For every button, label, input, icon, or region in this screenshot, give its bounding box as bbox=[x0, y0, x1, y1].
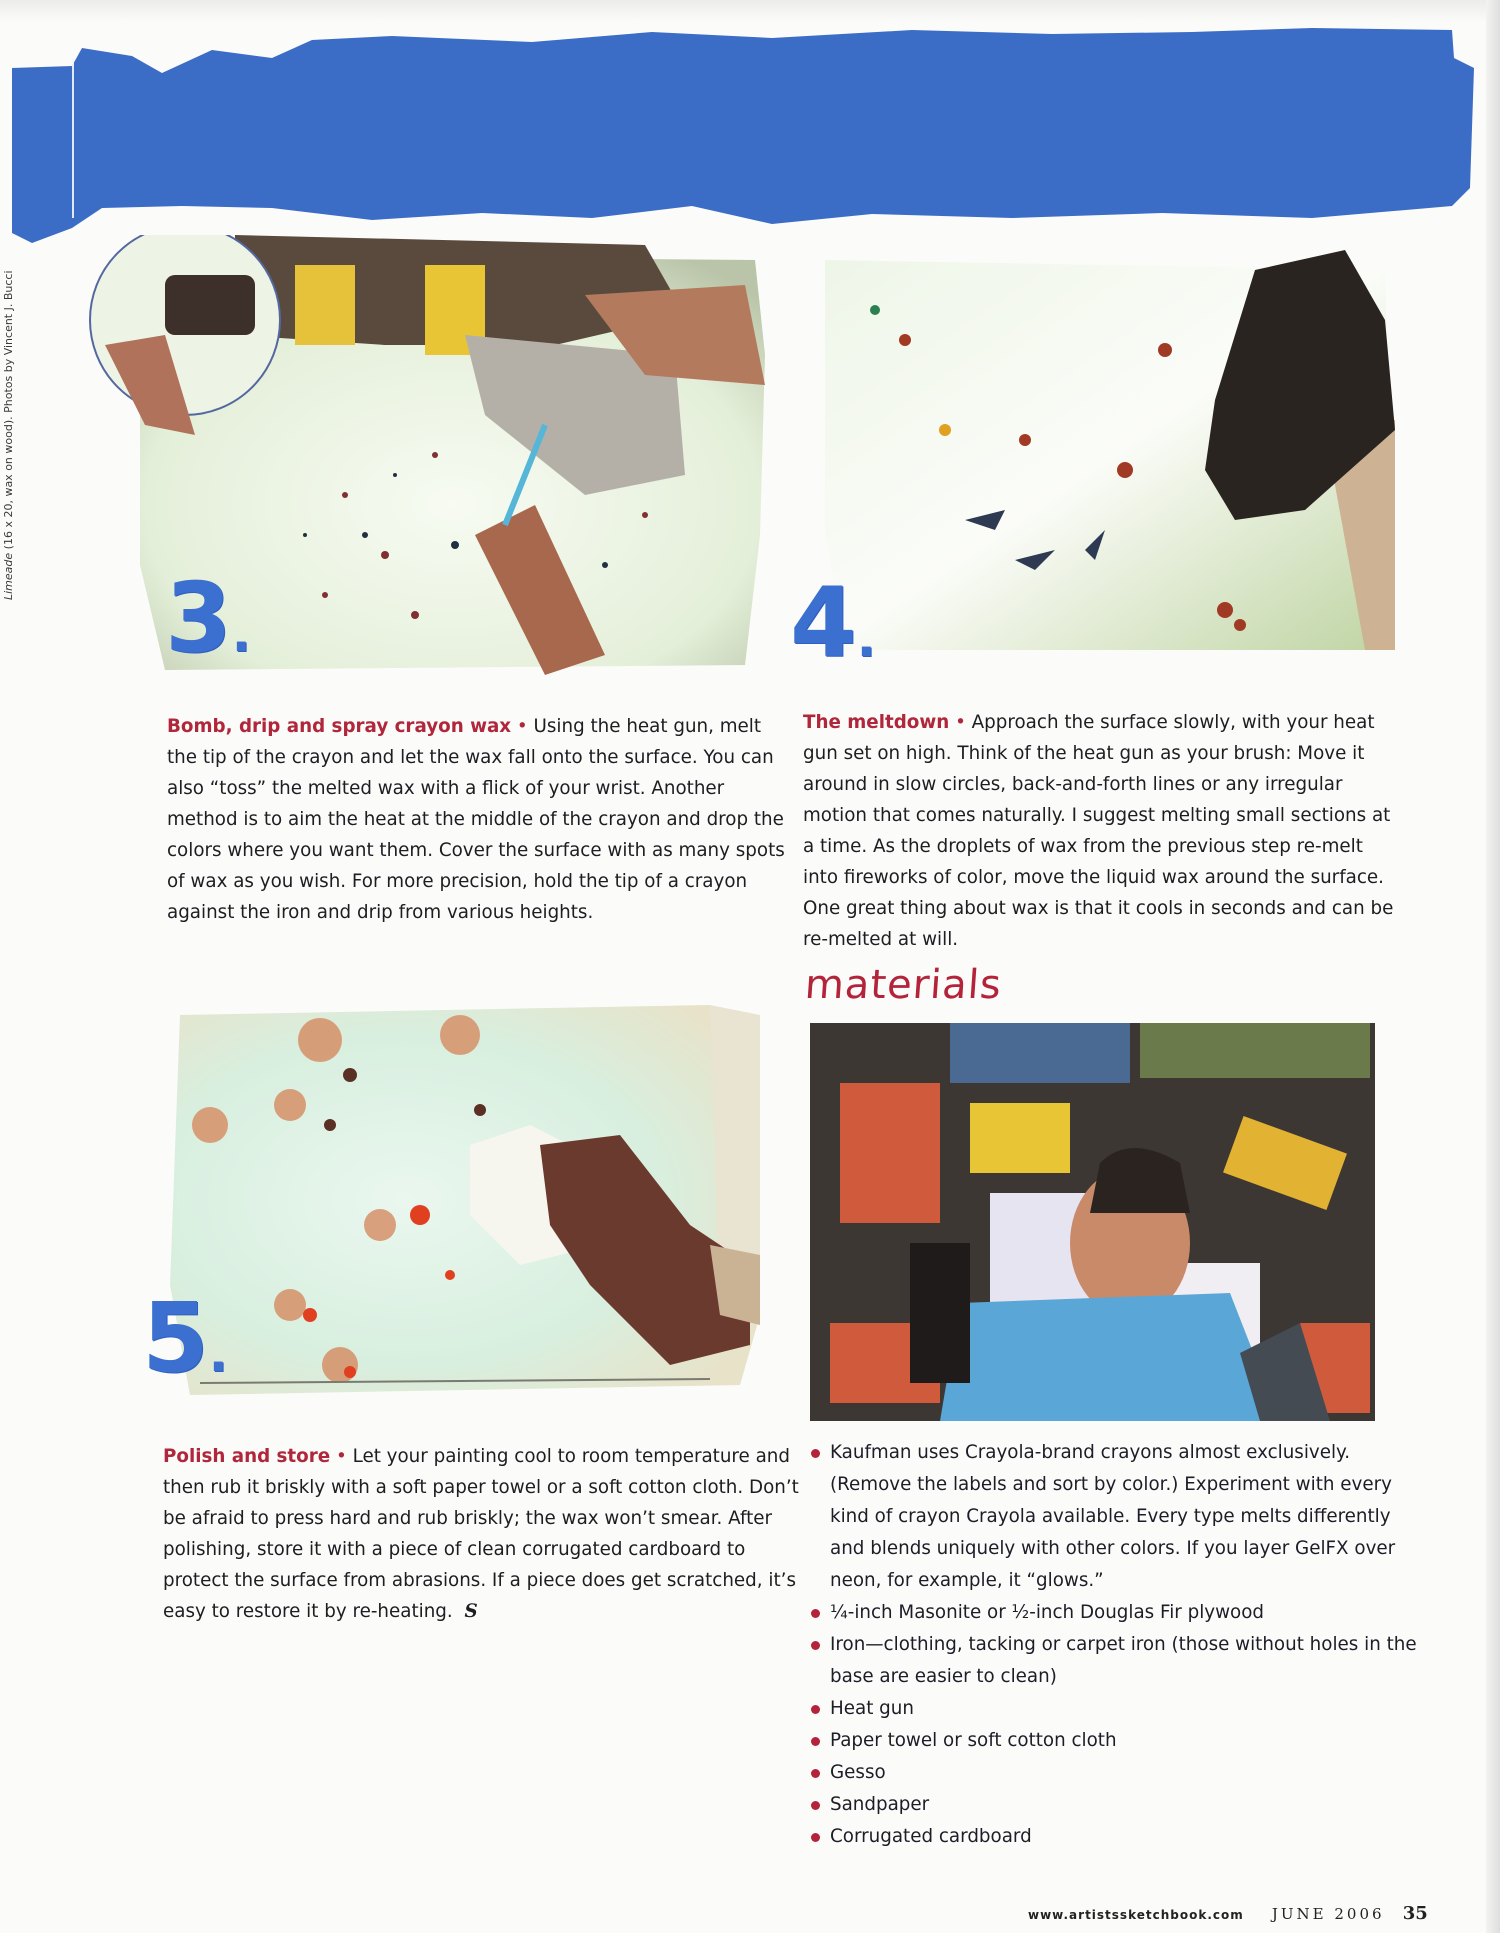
materials-item: Iron—clothing, tacking or carpet iron (those without holes in the base are easier to clean) bbox=[808, 1629, 1428, 1693]
materials-item: Sandpaper bbox=[808, 1789, 1428, 1821]
step-5-text bbox=[163, 1441, 803, 1627]
materials-heading: materials bbox=[803, 962, 1004, 1008]
footer-url[interactable]: www.artistssketchbook.com bbox=[1028, 1908, 1244, 1922]
separator-dot: • bbox=[335, 1446, 347, 1467]
step-3-body: Using the heat gun, melt the tip of the crayon and let the wax fall onto the surface. You can also “toss” the melted wax with a flick of your wrist. Another method is to aim the heat at the middle of the crayon and drop the colors where you want them. Cover the surface with as many spots of wax as you wish. For more precision, hold the tip of a crayon against the iron and drip from various heights. bbox=[167, 716, 785, 923]
step-4-photo bbox=[785, 230, 1405, 679]
footer-issue: JUNE 2006 bbox=[1271, 1905, 1385, 1923]
credit-details: (16 x 20, wax on wood). Photos by Vincent J. Bucci bbox=[2, 270, 15, 553]
materials-photo-art bbox=[810, 1023, 1375, 1421]
end-mark-icon: S bbox=[464, 1601, 478, 1622]
step-4-photo-art bbox=[785, 230, 1405, 679]
materials-photo bbox=[810, 1023, 1375, 1421]
banner-shape bbox=[12, 28, 1474, 243]
photo-credit bbox=[2, 240, 18, 600]
step-3-text bbox=[167, 711, 787, 928]
page-top-edge bbox=[0, 0, 1500, 22]
page-footer bbox=[1028, 1903, 1428, 1924]
page-right-edge bbox=[1486, 0, 1500, 1933]
materials-item: Gesso bbox=[808, 1757, 1428, 1789]
step-number-3: 3. bbox=[165, 562, 251, 674]
separator-dot: • bbox=[955, 712, 966, 733]
artwork-title: Limeade bbox=[2, 552, 15, 600]
materials-list bbox=[808, 1437, 1428, 1853]
page-number: 35 bbox=[1402, 1903, 1428, 1924]
separator-dot: • bbox=[516, 716, 528, 737]
materials-item: ¼-inch Masonite or ½-inch Douglas Fir plywood bbox=[808, 1597, 1428, 1629]
step-3-heading: Bomb, drip and spray crayon wax bbox=[167, 716, 512, 737]
step-5-photo-art bbox=[150, 985, 770, 1405]
step-4-text bbox=[803, 707, 1403, 955]
painted-banner bbox=[12, 28, 1474, 243]
materials-item: Kaufman uses Crayola-brand crayons almost exclusively. (Remove the labels and sort by color.) Experiment with every kind of crayon Crayola available. Every type melts differently and blends uniquely with other colors. If you layer GelFX over neon, for example, it “glows.” bbox=[808, 1437, 1428, 1597]
step-4-body: Approach the surface slowly, with your heat gun set on high. Think of the heat gun as your brush: Move it around in slow circles, back-and-forth lines or any irregular motion that comes naturally. I suggest melting small sections at a time. As the droplets of wax from the previous step re-melt into fireworks of color, move the liquid wax around the surface. One great thing about wax is that it cools in seconds and can be re-melted at will. bbox=[803, 712, 1394, 950]
step-3-photo bbox=[85, 235, 775, 675]
step-4-heading: The meltdown bbox=[803, 712, 950, 733]
step-5-body: Let your painting cool to room temperature and then rub it briskly with a soft paper towel or a soft cotton cloth. Don’t be afraid to press hard and rub briskly; the wax won’t smear. After polishing, store it with a piece of clean corrugated cardboard to protect the surface from abrasions. If a piece does get scratched, it’s easy to restore it by re-heating. bbox=[163, 1446, 799, 1622]
step-number-5: 5. bbox=[142, 1282, 228, 1394]
step-5-photo bbox=[142, 985, 770, 1405]
materials-item: Corrugated cardboard bbox=[808, 1821, 1428, 1853]
materials-item: Paper towel or soft cotton cloth bbox=[808, 1725, 1428, 1757]
materials-item: Heat gun bbox=[808, 1693, 1428, 1725]
step-5-heading: Polish and store bbox=[163, 1446, 331, 1467]
step-number-4: 4. bbox=[790, 567, 876, 679]
